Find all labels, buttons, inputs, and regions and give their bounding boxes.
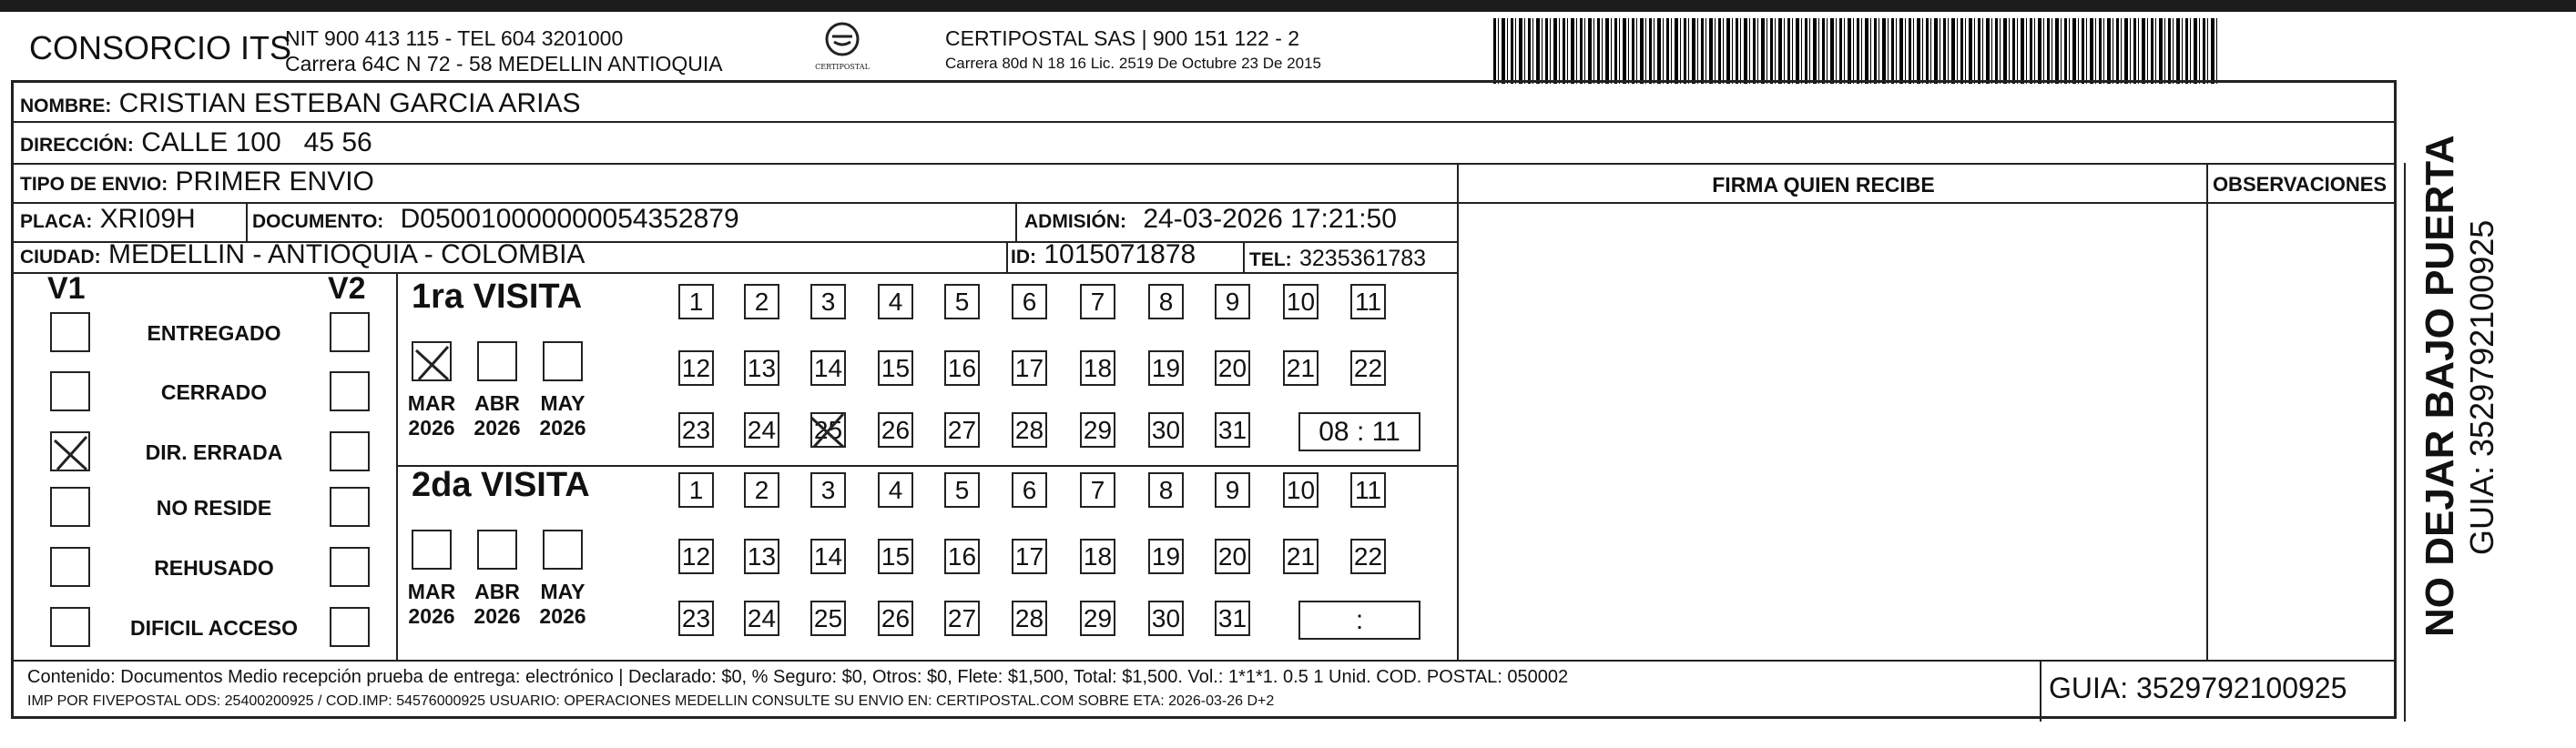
certipostal-logo <box>815 20 870 71</box>
company-nit: NIT 900 413 115 - TEL 604 3201000 <box>285 26 624 50</box>
v1-checkbox[interactable] <box>50 607 90 647</box>
day-box[interactable]: 16 <box>944 539 980 574</box>
documento-field <box>252 204 739 235</box>
divider <box>1006 241 1008 272</box>
day-box[interactable]: 10 <box>1283 284 1319 319</box>
day-box[interactable]: 31 <box>1215 601 1250 636</box>
day-box[interactable]: 20 <box>1215 539 1250 574</box>
month-label <box>534 580 592 629</box>
month-checkbox[interactable] <box>477 341 517 381</box>
day-box[interactable]: 14 <box>810 539 846 574</box>
day-box[interactable]: 28 <box>1012 601 1047 636</box>
day-box[interactable]: 22 <box>1350 539 1386 574</box>
check-mark-icon <box>809 410 849 458</box>
documento-label: DOCUMENTO: <box>252 211 384 232</box>
tel-label: TEL: <box>1249 249 1292 270</box>
id-field <box>1011 239 1196 270</box>
observaciones-header: OBSERVACIONES <box>2212 173 2388 196</box>
day-box[interactable]: 2 <box>744 472 779 508</box>
day-box[interactable]: 9 <box>1215 472 1250 508</box>
day-box[interactable]: 23 <box>678 412 714 448</box>
v2-checkbox[interactable] <box>330 547 370 587</box>
day-box[interactable]: 12 <box>678 539 714 574</box>
day-box[interactable]: 30 <box>1148 601 1184 636</box>
divider <box>14 660 2394 662</box>
check-mark-icon <box>52 433 92 473</box>
day-box[interactable]: 5 <box>944 472 980 508</box>
observaciones-area[interactable] <box>2206 198 2393 657</box>
status-label: NO RESIDE <box>156 496 272 520</box>
day-box[interactable]: 17 <box>1012 350 1047 386</box>
v2-checkbox[interactable] <box>330 487 370 527</box>
day-box[interactable]: 18 <box>1080 539 1115 574</box>
month-checkbox[interactable] <box>412 530 452 570</box>
placa-field <box>20 204 196 235</box>
company-name: CONSORCIO ITS <box>29 29 292 66</box>
day-box[interactable]: 2 <box>744 284 779 319</box>
admision-field <box>1024 204 1397 235</box>
day-box[interactable]: 20 <box>1215 350 1250 386</box>
divider <box>246 202 248 241</box>
day-box[interactable]: 31 <box>1215 412 1250 448</box>
month-year: 2026 <box>408 416 455 440</box>
month-name: ABR <box>474 580 520 603</box>
day-box[interactable]: 9 <box>1215 284 1250 319</box>
day-box[interactable]: 11 <box>1350 472 1386 508</box>
day-box[interactable]: 26 <box>878 601 913 636</box>
v2-checkbox[interactable] <box>330 607 370 647</box>
month-year: 2026 <box>408 604 455 628</box>
month-label <box>402 580 461 629</box>
direccion-label: DIRECCIÓN: <box>20 135 134 156</box>
day-box[interactable]: 29 <box>1080 412 1115 448</box>
day-box[interactable]: 21 <box>1283 539 1319 574</box>
status-label: ENTREGADO <box>147 321 281 345</box>
day-box[interactable]: 24 <box>744 601 779 636</box>
day-box[interactable]: 27 <box>944 412 980 448</box>
nombre-field <box>20 88 580 119</box>
month-checkbox[interactable] <box>477 530 517 570</box>
day-box[interactable]: 8 <box>1148 472 1184 508</box>
v1-checkbox[interactable] <box>50 371 90 411</box>
day-box[interactable]: 3 <box>810 284 846 319</box>
day-box[interactable]: 14 <box>810 350 846 386</box>
day-box[interactable]: 15 <box>878 350 913 386</box>
visit-title: 2da VISITA <box>412 466 590 504</box>
day-box[interactable]: 27 <box>944 601 980 636</box>
day-box[interactable]: 29 <box>1080 601 1115 636</box>
v1-checkbox[interactable] <box>50 547 90 587</box>
day-box[interactable]: 4 <box>878 284 913 319</box>
logo-text: CERTIPOSTAL <box>815 63 870 71</box>
status-label: DIR. ERRADA <box>145 440 283 464</box>
placa-value: XRI09H <box>99 204 196 234</box>
v1-label: V1 <box>47 271 86 306</box>
divider <box>14 272 1457 274</box>
day-box[interactable]: 24 <box>744 412 779 448</box>
day-box[interactable]: 19 <box>1148 350 1184 386</box>
divider <box>2404 163 2406 722</box>
divider <box>14 163 2394 165</box>
tipo-envio-label: TIPO DE ENVIO: <box>20 174 168 195</box>
month-name: MAR <box>407 580 456 603</box>
day-box[interactable]: 3 <box>810 472 846 508</box>
month-checkbox[interactable] <box>543 341 583 381</box>
check-mark-icon <box>413 343 453 383</box>
day-box[interactable]: 25 <box>810 412 846 448</box>
day-box[interactable]: 25 <box>810 601 846 636</box>
month-checkbox[interactable] <box>543 530 583 570</box>
month-year: 2026 <box>539 604 586 628</box>
day-box[interactable]: 18 <box>1080 350 1115 386</box>
carrier-name: CERTIPOSTAL SAS | 900 151 122 - 2 <box>945 26 1300 50</box>
day-box[interactable]: 6 <box>1012 284 1047 319</box>
day-box[interactable]: 12 <box>678 350 714 386</box>
month-label <box>468 391 526 440</box>
status-label: REHUSADO <box>154 556 274 580</box>
admision-value: 24-03-2026 17:21:50 <box>1143 204 1397 234</box>
side-guia: GUIA: 3529792100925 <box>2463 219 2500 555</box>
tipo-envio-value: PRIMER ENVIO <box>175 167 374 197</box>
month-name: MAR <box>407 391 456 415</box>
visit-title: 1ra VISITA <box>412 278 583 316</box>
day-box[interactable]: 22 <box>1350 350 1386 386</box>
id-label: ID: <box>1011 247 1036 268</box>
month-label <box>468 580 526 629</box>
day-box[interactable]: 26 <box>878 412 913 448</box>
direccion-value: CALLE 100 45 56 <box>141 127 372 157</box>
tipo-envio-field <box>20 167 374 197</box>
carrier-license: Carrera 80d N 18 16 Lic. 2519 De Octubre 23 De 2015 <box>945 55 1321 72</box>
day-box[interactable]: 30 <box>1148 412 1184 448</box>
ciudad-value: MEDELLIN - ANTIOQUIA - COLOMBIA <box>108 239 585 269</box>
side-warning: NO DEJAR BAJO PUERTA <box>2418 135 2462 637</box>
divider <box>396 272 398 660</box>
day-box[interactable]: 8 <box>1148 284 1184 319</box>
company-address: Carrera 64C N 72 - 58 MEDELLIN ANTIOQUIA <box>285 52 723 76</box>
day-box[interactable]: 7 <box>1080 472 1115 508</box>
barcode <box>1493 18 2217 84</box>
v2-checkbox[interactable] <box>330 371 370 411</box>
company-info <box>285 25 723 76</box>
month-year: 2026 <box>473 604 521 628</box>
day-box[interactable]: 11 <box>1350 284 1386 319</box>
tel-value: 3235361783 <box>1299 246 1427 271</box>
divider <box>2040 660 2041 722</box>
footer-guia: GUIA: 3529792100925 <box>2049 672 2347 704</box>
v2-checkbox[interactable] <box>330 431 370 471</box>
day-box[interactable]: 19 <box>1148 539 1184 574</box>
time-field[interactable]: : <box>1298 601 1420 640</box>
month-label <box>534 391 592 440</box>
day-box[interactable]: 1 <box>678 472 714 508</box>
month-year: 2026 <box>539 416 586 440</box>
status-label: DIFICIL ACCESO <box>129 616 298 640</box>
admision-label: ADMISIÓN: <box>1024 211 1126 232</box>
top-border <box>0 0 2576 12</box>
month-year: 2026 <box>473 416 521 440</box>
nombre-label: NOMBRE: <box>20 96 112 116</box>
carrier-info <box>945 25 1321 76</box>
day-box[interactable]: 13 <box>744 539 779 574</box>
v2-checkbox[interactable] <box>330 312 370 352</box>
firma-header: FIRMA QUIEN RECIBE <box>1712 173 1935 197</box>
month-name: MAY <box>540 580 585 603</box>
time-field[interactable]: 08 : 11 <box>1298 412 1420 451</box>
day-box[interactable]: 17 <box>1012 539 1047 574</box>
month-label <box>402 391 461 440</box>
v1-checkbox[interactable] <box>50 431 90 471</box>
month-name: ABR <box>474 391 520 415</box>
day-box[interactable]: 21 <box>1283 350 1319 386</box>
tel-field <box>1249 242 1426 273</box>
month-checkbox[interactable] <box>412 341 452 381</box>
divider <box>14 121 2394 123</box>
documento-value: D050010000000054352879 <box>400 204 739 234</box>
day-box[interactable]: 15 <box>878 539 913 574</box>
placa-label: PLACA: <box>20 211 93 232</box>
month-name: MAY <box>540 391 585 415</box>
signature-area[interactable] <box>1457 198 2190 657</box>
id-value: 1015071878 <box>1044 239 1196 269</box>
v1-checkbox[interactable] <box>50 487 90 527</box>
day-box[interactable]: 23 <box>678 601 714 636</box>
status-label: CERRADO <box>160 380 268 404</box>
day-box[interactable]: 1 <box>678 284 714 319</box>
direccion-field <box>20 127 372 158</box>
logo-icon <box>823 20 861 58</box>
v1-checkbox[interactable] <box>50 312 90 352</box>
ciudad-label: CIUDAD: <box>20 247 101 268</box>
divider <box>1243 241 1245 272</box>
day-box[interactable]: 16 <box>944 350 980 386</box>
day-box[interactable]: 4 <box>878 472 913 508</box>
day-box[interactable]: 10 <box>1283 472 1319 508</box>
divider <box>1015 202 1017 241</box>
nombre-value: CRISTIAN ESTEBAN GARCIA ARIAS <box>118 88 581 118</box>
day-box[interactable]: 7 <box>1080 284 1115 319</box>
day-box[interactable]: 13 <box>744 350 779 386</box>
v2-label: V2 <box>328 271 366 306</box>
ciudad-field <box>20 239 585 270</box>
footer-contents: Contenido: Documentos Medio recepción prueba de entrega: electrónico | Declarado: $0, % Seguro: $0, Otros: $0, Flete: $1,500, Total: $1,500. Vol.: 1*1*1. 0.5 1 Unid. COD. POSTAL: 050002 <box>27 667 1569 687</box>
day-box[interactable]: 28 <box>1012 412 1047 448</box>
day-box[interactable]: 5 <box>944 284 980 319</box>
day-box[interactable]: 6 <box>1012 472 1047 508</box>
footer-print-info: IMP POR FIVEPOSTAL ODS: 25400200925 / COD.IMP: 54576000925 USUARIO: OPERACIONES MEDELLIN CONSULTE SU ENVIO EN: CERTIPOSTAL.COM SOBRE ETA: 2026-03-26 D+2 <box>27 693 1275 709</box>
